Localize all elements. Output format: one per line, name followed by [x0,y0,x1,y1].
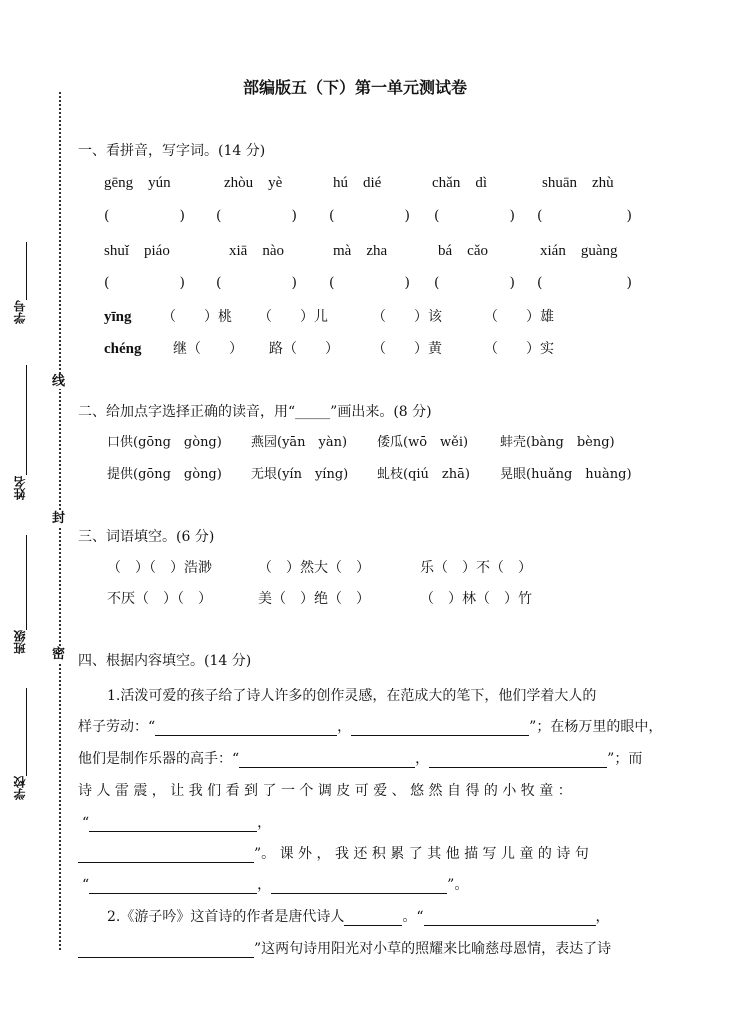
pinyin-9: bá cǎo [438,243,488,259]
ying-item[interactable]: （ ）该 [372,309,442,325]
pinyin-3: hú dié [333,175,382,191]
q1-text: “ [82,877,90,893]
ying-item[interactable]: （ ）儿 [258,309,328,325]
reading-choice[interactable]: 口供(gōng gòng) [107,435,222,450]
q1-text: 他们是制作乐器的高手：“ [78,751,240,767]
name-label: 姓名 [13,476,27,500]
page-title: 部编版五（下）第一单元测试卷 [243,78,468,97]
answer-blank[interactable] [155,721,337,736]
pinyin-5: shuān zhù [542,175,614,191]
q1-text: ， [337,719,352,735]
class-label: 班级 [13,630,27,654]
answer-box[interactable]: ( ) [216,208,297,224]
reading-choice[interactable]: 无垠(yín yíng) [251,467,349,482]
q1-text: ， [257,877,272,893]
answer-blank[interactable] [89,879,257,894]
answer-box[interactable]: ( ) [537,275,632,291]
section2-heading: 二、给加点字选择正确的读音，用“_____”画出来。(8 分) [78,404,432,420]
q1-text: ”；在杨万里的眼中， [529,719,663,735]
idiom-blank[interactable]: 美（ ）绝（ ） [258,591,370,607]
idiom-blank[interactable]: 乐（ ）不（ ） [420,560,532,576]
q1-text: ， [257,815,272,831]
q1-text: 样子劳动：“ [78,719,156,735]
q1-text: ”；而 [607,751,643,767]
q1-line5 [82,814,271,832]
pinyin-7: xiā nào [229,243,284,259]
answer-blank[interactable] [89,817,257,832]
answer-blank[interactable] [429,753,607,768]
answer-blank[interactable] [351,721,529,736]
answer-box[interactable]: ( ) [104,275,185,291]
class-line[interactable] [26,535,27,630]
answer-box[interactable]: ( ) [434,275,515,291]
reading-choice[interactable]: 虬枝(qiú zhā) [377,467,470,482]
cheng-item[interactable]: 路（ ） [269,341,339,357]
q1-text: ”。 [447,877,469,893]
cheng-pinyin: chéng [104,341,142,357]
q1-text: ， [415,751,430,767]
q2-text: 。“ [402,909,424,925]
pinyin-8: mà zha [333,243,388,259]
reading-choice[interactable]: 倭瓜(wō wěi) [377,435,469,450]
ying-pinyin: yīng [104,309,132,325]
q2-text: ， [595,909,610,925]
answer-box[interactable]: ( ) [537,208,632,224]
pinyin-6: shuǐ piáo [104,243,170,259]
seal-char-secret: 密 [52,647,66,662]
q1-line3 [78,750,642,768]
q1-line6 [78,845,589,863]
section1-heading: 一、看拼音，写字词。(14 分) [78,143,266,159]
name-line[interactable] [26,365,27,475]
q2-line1 [107,908,610,926]
q2-text: ”这两句诗用阳光对小草的照耀来比喻慈母恩情，表达了诗 [254,941,612,957]
q1-text: 诗 人 雷 震 ， 让 我 们 看 到 了 一 个 调 皮 可 爱 、 悠 然 自 得 的 小 牧 童 ： [78,783,572,799]
answer-blank[interactable] [271,879,447,894]
q1-line2 [78,718,662,736]
q2-line2 [78,940,611,958]
answer-blank[interactable] [78,943,254,958]
answer-box[interactable]: ( ) [329,275,410,291]
answer-blank[interactable] [424,911,596,926]
school-label: 学校 [13,776,27,800]
reading-choice[interactable]: 燕园(yān yàn) [251,435,348,450]
reading-choice[interactable]: 晃眼(huǎng huàng) [500,467,632,482]
pinyin-4: chǎn dì [432,175,487,191]
q1-text: “ [82,815,90,831]
ying-item[interactable]: （ ）雄 [484,309,554,325]
answer-box[interactable]: ( ) [329,208,410,224]
cheng-item[interactable]: （ ）实 [484,341,554,357]
q1-text: 1.活泼可爱的孩子给了诗人许多的创作灵感，在范成大的笔下，他们学着大人的 [107,688,597,704]
q1-text: ”。 课 外 ， 我 还 积 累 了 其 他 描 写 儿 童 的 诗 句 [254,846,589,862]
idiom-blank[interactable]: （ ）然大（ ） [258,560,370,576]
section4-heading: 四、根据内容填空。(14 分) [78,653,252,669]
idiom-blank[interactable]: （ ）林（ ）竹 [420,591,532,607]
pinyin-2: zhòu yè [224,175,283,191]
seal-char-line: 线 [52,374,66,389]
answer-blank[interactable] [239,753,415,768]
reading-choice[interactable]: 提供(gōng gòng) [107,467,222,482]
school-line[interactable] [26,688,27,776]
student-id-line[interactable] [26,242,27,300]
idiom-blank[interactable]: （ ）（ ）浩渺 [107,560,212,576]
idiom-blank[interactable]: 不厌（ ）（ ） [107,591,212,607]
cheng-item[interactable]: 继（ ） [173,341,243,357]
q1-line7 [82,876,468,894]
cheng-item[interactable]: （ ）黄 [372,341,442,357]
ying-item[interactable]: （ ）桃 [162,309,232,325]
pinyin-1: gēng yún [104,175,171,191]
q2-text: 2.《游子吟》这首诗的作者是唐代诗人 [107,909,345,925]
answer-box[interactable]: ( ) [216,275,297,291]
answer-box[interactable]: ( ) [104,208,185,224]
seal-char-seal: 封 [52,511,66,526]
section3-heading: 三、词语填空。(6 分) [78,529,215,545]
answer-blank[interactable] [78,848,254,863]
answer-blank[interactable] [344,911,402,926]
reading-choice[interactable]: 蚌壳(bàng bèng) [500,435,615,450]
pinyin-10: xián guàng [540,243,618,259]
answer-box[interactable]: ( ) [434,208,515,224]
student-id-label: 学号 [13,300,27,324]
